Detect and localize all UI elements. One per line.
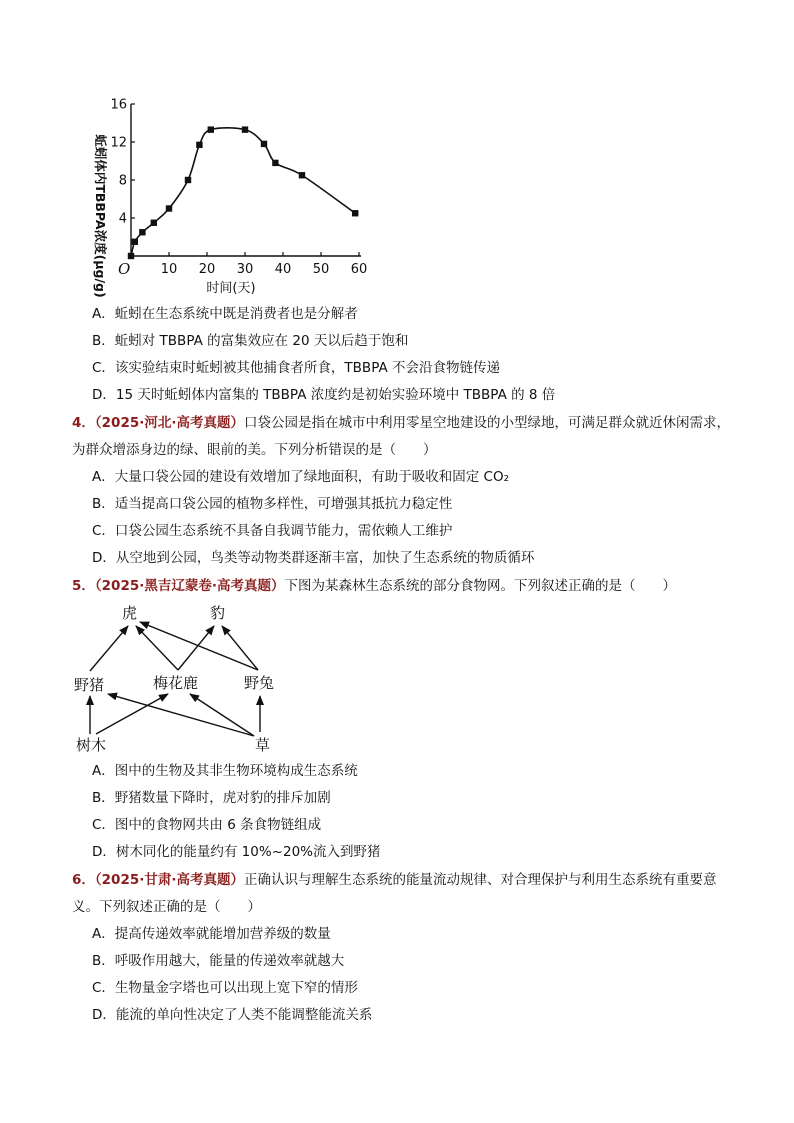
food-web-grass: 草 [255, 736, 271, 754]
chart-origin-label: O [118, 260, 131, 278]
q4-stem-text: 口袋公园是指在城市中利用零星空地建设的小型绿地，可满足群众就近休闲需求， [244, 415, 730, 431]
q6-number: 6． [72, 872, 95, 888]
chart-points [128, 126, 359, 259]
food-web-deer: 梅花鹿 [153, 674, 199, 692]
q6-option-b[interactable]: B．呼吸作用越大，能量的传递效率就越大 [92, 953, 345, 969]
q5-stem-text: 下图为某森林生态系统的部分食物网。下列叙述正确的是（ ） [284, 578, 676, 594]
q3-option-d[interactable]: D．15 天时蚯蚓体内富集的 TBBPA 浓度约是初始实验环境中 TBBPA 的 8 倍 [92, 387, 556, 403]
q5-stem-line1 [72, 576, 676, 596]
x-tick-label: 50 [312, 262, 330, 277]
arrow-deer-tiger [136, 626, 178, 670]
q4-source: （2025·河北·高考真题） [94, 415, 244, 431]
q6-stem-text: 正确认识与理解生态系统的能量流动规律、对合理保护与利用生态系统有重要意 [244, 872, 717, 888]
y-tick-label: 16 [110, 97, 127, 113]
q5-option-b[interactable]: B．野猪数量下降时，虎对豹的排斥加剧 [92, 790, 331, 806]
chart-data-point [352, 210, 358, 216]
q3-option-c[interactable]: C．该实验结束时蚯蚓被其他捕食者所食，TBBPA 不会沿食物链传递 [92, 360, 500, 376]
q6-option-a[interactable]: A．提高传递效率就能增加营养级的数量 [92, 926, 331, 942]
x-tick-label: 40 [274, 262, 292, 277]
food-web-tree: 树木 [76, 736, 107, 754]
q5-number: 5． [72, 578, 95, 594]
food-web-boar: 野猪 [74, 676, 105, 694]
chart-data-point [272, 160, 278, 166]
arrow-deer-leopard [178, 626, 214, 670]
chart-data-point [242, 126, 248, 132]
chart-data-point [261, 141, 267, 147]
food-web-leopard: 豹 [210, 604, 226, 622]
arrow-boar-tiger [90, 626, 128, 671]
q3-option-a[interactable]: A．蚯蚓在生态系统中既是消费者也是分解者 [92, 306, 358, 322]
chart-data-point [128, 253, 134, 259]
q6-source: （2025·甘肃·高考真题） [94, 872, 244, 888]
chart-series-line [131, 128, 355, 256]
q5-option-c[interactable]: C．图中的食物网共由 6 条食物链组成 [92, 817, 322, 833]
q4-option-a[interactable]: A．大量口袋公园的建设有效增加了绿地面积，有助于吸收和固定 CO₂ [92, 469, 509, 485]
x-tick-label: 10 [160, 262, 178, 277]
q4-option-c[interactable]: C．口袋公园生态系统不具备自我调节能力，需依赖人工维护 [92, 523, 453, 539]
q6-stem-line2: 义。下列叙述正确的是（ ） [72, 899, 261, 915]
chart-y-axis-label: 蚯蚓体内TBBPA浓度(μg/g) [93, 134, 108, 298]
chart-data-point [196, 142, 202, 148]
chart-data-point [139, 229, 145, 235]
q3-option-b[interactable]: B．蚯蚓对 TBBPA 的富集效应在 20 天以后趋于饱和 [92, 333, 409, 349]
chart-data-point [208, 126, 214, 132]
food-web-tiger: 虎 [122, 604, 138, 622]
arrow-hare-tiger [140, 622, 258, 670]
chart-data-point [132, 239, 138, 245]
x-tick-label: 60 [350, 262, 368, 277]
chart-data-point [166, 205, 172, 211]
chart-series [131, 128, 355, 256]
q4-option-d[interactable]: D．从空地到公园，鸟类等动物类群逐渐丰富，加快了生态系统的物质循环 [92, 550, 535, 566]
chart-data-point [299, 172, 305, 178]
q5-option-d[interactable]: D．树木同化的能量约有 10%~20%流入到野猪 [92, 844, 381, 860]
chart-ticks [110, 98, 367, 278]
q4-option-b[interactable]: B．适当提高口袋公园的植物多样性，可增强其抵抗力稳定性 [92, 496, 453, 512]
y-tick-label: 4 [118, 211, 127, 227]
arrow-grass-deer [190, 694, 254, 736]
q6-option-d[interactable]: D．能流的单向性决定了人类不能调整能流关系 [92, 1007, 373, 1023]
q4-stem-line2: 为群众增添身边的绿、眼前的美。下列分析错误的是（ ） [72, 442, 437, 458]
y-tick-label: 12 [110, 135, 127, 151]
chart-data-point [151, 220, 157, 226]
arrow-tree-deer [96, 694, 168, 734]
tbbpa-line-chart [60, 92, 390, 302]
q6-option-c[interactable]: C．生物量金字塔也可以出现上宽下窄的情形 [92, 980, 358, 996]
x-tick-label: 20 [198, 262, 216, 277]
q5-source: （2025·黑吉辽蒙卷·高考真题） [94, 578, 285, 594]
q5-option-a[interactable]: A．图中的生物及其非生物环境构成生态系统 [92, 763, 358, 779]
y-tick-label: 8 [118, 173, 127, 189]
chart-x-axis-label: 时间(天) [206, 281, 256, 296]
x-tick-label: 30 [236, 262, 254, 277]
food-web-diagram [70, 598, 310, 758]
q6-stem-line1 [72, 870, 717, 890]
chart-data-point [185, 177, 191, 183]
food-web-hare: 野兔 [244, 674, 275, 692]
q4-stem-line1 [72, 413, 730, 433]
q4-number: 4． [72, 415, 95, 431]
